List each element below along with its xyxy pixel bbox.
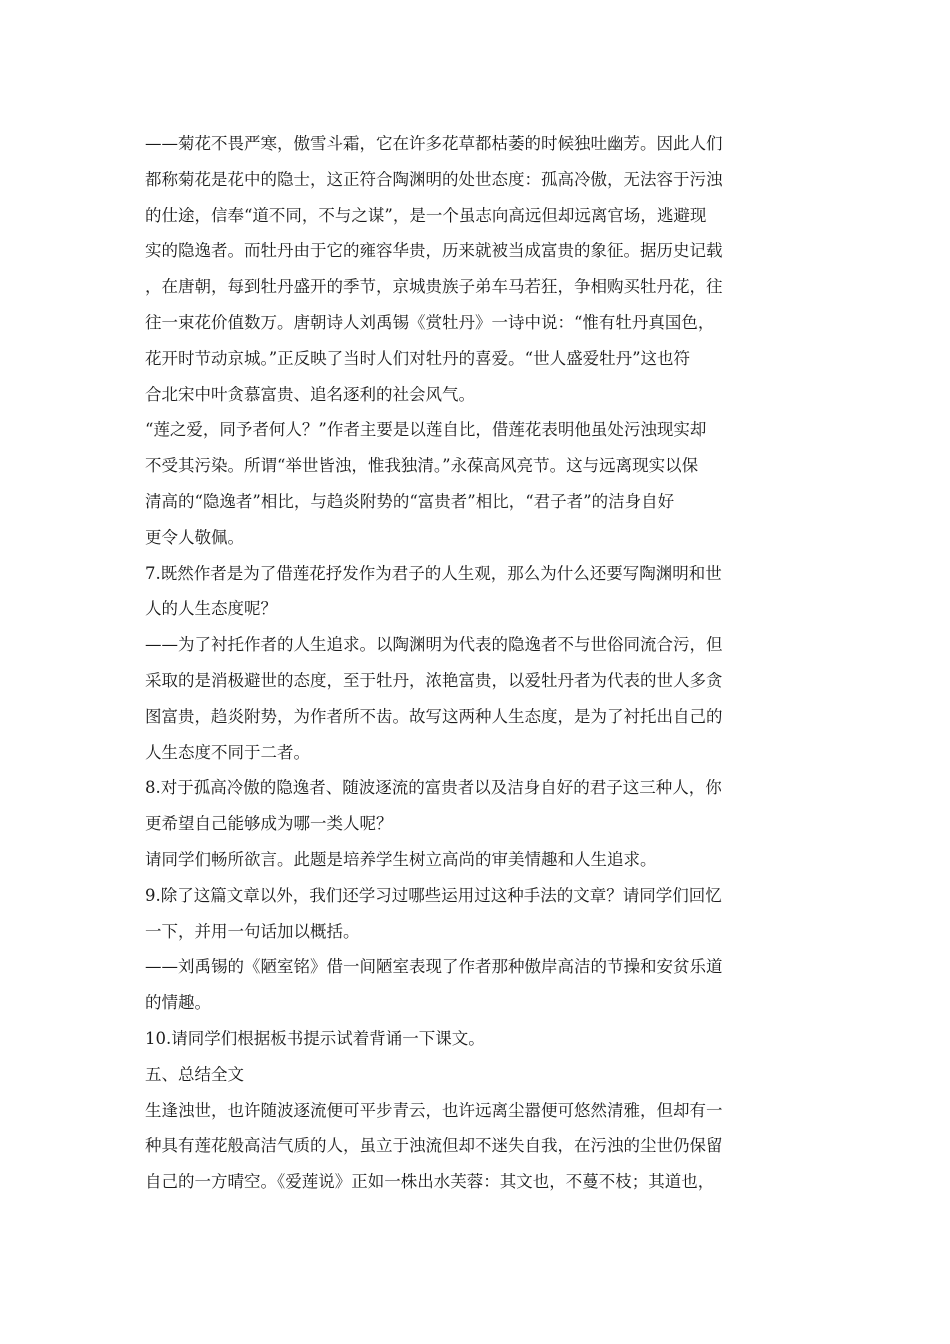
text-line: 往一束花价值数万。唐朝诗人刘禹锡《赏牡丹》一诗中说：“惟有牡丹真国色， (145, 312, 715, 332)
text-line: 人的人生态度呢？ (145, 599, 277, 619)
text-line: 合北宋中叶贪慕富贵、追名逐利的社会风气。 (145, 384, 475, 404)
text-line: 都称菊花是花中的隐士，这正符合陶渊明的处世态度：孤高冷傲，无法容于污浊 (145, 169, 723, 189)
text-line: 7.既然作者是为了借莲花抒发作为君子的人生观，那么为什么还要写陶渊明和世 (145, 563, 722, 583)
text-line: 更希望自己能够成为哪一类人呢？ (145, 814, 393, 834)
text-line: 实的隐逸者。而牡丹由于它的雍容华贵，历来就被当成富贵的象征。据历史记载 (145, 241, 723, 261)
text-line: 的仕途，信奉“道不同，不与之谋”，是一个虽志向高远但却远离官场，逃避现 (145, 205, 707, 225)
text-line: 生逢浊世，也许随波逐流便可平步青云，也许远离尘嚣便可悠然清雅，但却有一 (145, 1100, 723, 1120)
text-line: 一下，并用一句话加以概括。 (145, 921, 360, 941)
text-line: 清高的“隐逸者”相比，与趋炎附势的“富贵者”相比，“君子者”的洁身自好 (145, 491, 675, 511)
text-line: 五、总结全文 (145, 1064, 244, 1084)
text-line: 8.对于孤高冷傲的隐逸者、随波逐流的富贵者以及洁身自好的君子这三种人，你 (145, 778, 722, 798)
text-line: 10.请同学们根据板书提示试着背诵一下课文。 (145, 1028, 485, 1048)
text-line: 图富贵，趋炎附势，为作者所不齿。故写这两种人生态度，是为了衬托出自己的 (145, 706, 723, 726)
text-line: 种具有莲花般高洁气质的人，虽立于浊流但却不迷失自我，在污浊的尘世仍保留 (145, 1136, 723, 1156)
text-line: ——刘禹锡的《陋室铭》借一间陋室表现了作者那种傲岸高洁的节操和安贫乐道 (145, 957, 723, 977)
text-line: 人生态度不同于二者。 (145, 742, 310, 762)
text-line: ——为了衬托作者的人生追求。以陶渊明为代表的隐逸者不与世俗同流合污，但 (145, 635, 723, 655)
text-line: 9.除了这篇文章以外，我们还学习过哪些运用过这种手法的文章？请同学们回忆 (145, 885, 722, 905)
text-line: ——菊花不畏严寒，傲雪斗霜，它在许多花草都枯萎的时候独吐幽芳。因此人们 (145, 134, 723, 153)
text-line: “莲之爱，同予者何人？”作者主要是以莲自比，借莲花表明他虽处污浊现实却 (145, 420, 707, 440)
text-line: 不受其污染。所谓“举世皆浊，惟我独清。”永葆高风亮节。这与远离现实以保 (145, 456, 699, 476)
text-line: 更令人敬佩。 (145, 527, 244, 547)
document-body (145, 126, 765, 1200)
text-line: 的情趣。 (145, 993, 211, 1013)
text-line: 请同学们畅所欲言。此题是培养学生树立高尚的审美情趣和人生追求。 (145, 849, 657, 869)
text-line: 花开时节动京城。”正反映了当时人们对牡丹的喜爱。“世人盛爱牡丹”这也符 (145, 348, 691, 368)
text-line: 自己的一方晴空。《爱莲说》正如一株出水芙蓉：其文也，不蔓不枝；其道也， (145, 1172, 715, 1192)
text-line: ，在唐朝，每到牡丹盛开的季节，京城贵族子弟车马若狂，争相购买牡丹花，往 (145, 277, 723, 297)
text-line: 采取的是消极避世的态度，至于牡丹，浓艳富贵，以爱牡丹者为代表的世人多贪 (145, 670, 723, 690)
